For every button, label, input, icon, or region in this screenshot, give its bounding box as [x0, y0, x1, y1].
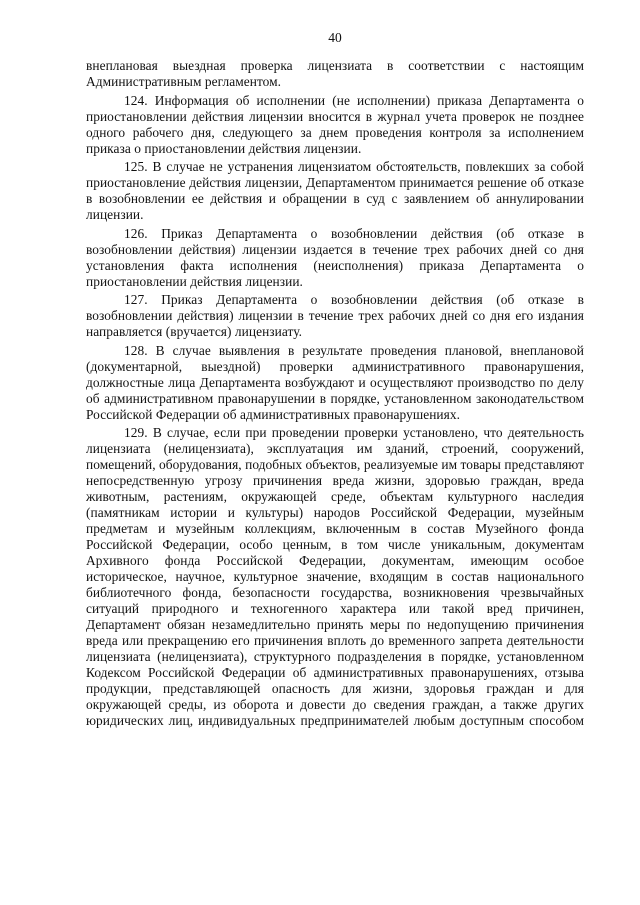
- paragraph-129: 129. В случае, если при проведении проверки установлено, что деятельность лицензиата (нелицензиата), эксплуатация им зданий, строений, сооружений, помещений, оборудования, подобных объектов, реализуемые им товары представляют непосредственную угрозу причинения вреда жизни, здоровью граждан, вреда животным, растениям, окружающей среде, объектам культурного наследия (памятникам истории и культуры) народов Российской Федерации, музейным предметам и музейным коллекциям, включенным в состав Музейного фонда Российской Федерации, особо ценным, в том числе уникальным, документам Архивного фонда Российской Федерации, документам, имеющим особое историческое, научное, культурное значение, входящим в состав национального библиотечного фонда, безопасности государства, возникновения чрезвычайных ситуаций природного и техногенного характера или такой вред причинен, Департамент обязан незамедлительно принять меры по недопущению причинения вреда или прекращению его причинения вплоть до временного запрета деятельности лицензиата (нелицензиата), структурного подразделения в порядке, установленном Кодексом Российской Федерации об административных правонарушениях, отзыва продукции, представляющей опасность для жизни, здоровья граждан и для окружающей среды, из оборота и довести до сведения граждан, а также других юридических лиц, индивидуальных предпринимателей любым доступным способом: [86, 425, 584, 728]
- paragraph-125: 125. В случае не устранения лицензиатом обстоятельств, повлекших за собой приостановление действия лицензии, Департаментом принимается решение об отказе в возобновлении ее действия и обращении в суд с заявлением об аннулировании лицензии.: [86, 159, 584, 222]
- paragraph-124: 124. Информация об исполнении (не исполнении) приказа Департамента о приостановлении действия лицензии вносится в журнал учета проверок не позднее одного рабочего дня, следующего за днем проведения контроля за исполнением приказа о приостановлении действия лицензии.: [86, 92, 584, 156]
- paragraph-126: 126. Приказ Департамента о возобновлении действия (об отказе в возобновлении действия) лицензии издается в течение трех рабочих дней со дня установления факта исполнения (неисполнения) приказа Департамента о приостановлении действия лицензии.: [86, 225, 584, 289]
- page-number: 40: [328, 30, 342, 45]
- paragraph-continuation: внеплановая выездная проверка лицензиата в соответствии с настоящим Административным регламентом.: [86, 58, 584, 89]
- paragraph-127: 127. Приказ Департамента о возобновлении действия (об отказе в возобновлении действия) лицензии в течение трех рабочих дней со дня его издания направляется (вручается) лицензиату.: [86, 292, 584, 339]
- paragraph-128: 128. В случае выявления в результате проведения плановой, внеплановой (документарной, выездной) проверки административного правонарушения, должностные лица Департамента возбуждают и осуществляют производство по делу об административном правонарушении в порядке, установленном законодательством Российской Федерации об административных правонарушениях.: [86, 342, 584, 422]
